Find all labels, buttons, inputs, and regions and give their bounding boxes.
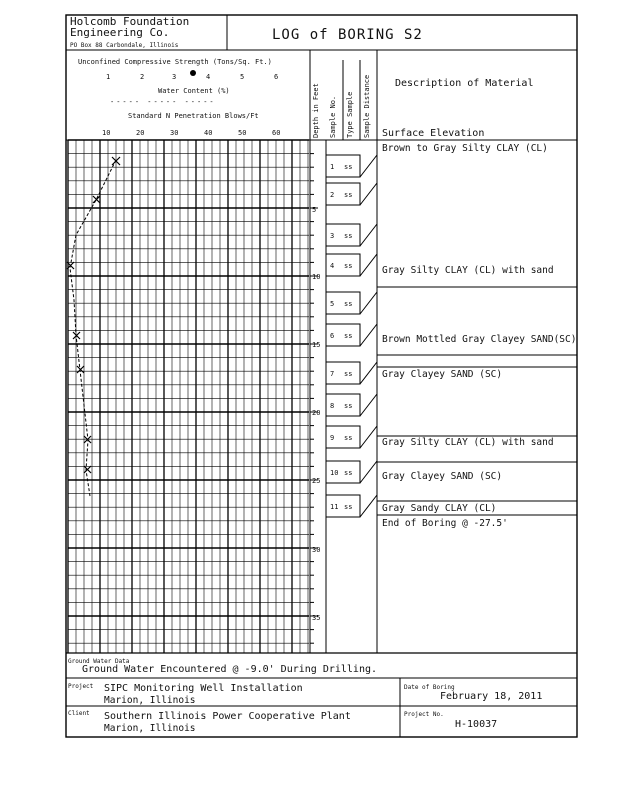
ucs-label: Unconfined Compressive Strength (Tons/Sq. Ft.): [78, 58, 272, 66]
sample-drive-mark: [360, 394, 377, 416]
water-content-dashes: ----- ----- -----: [110, 98, 216, 106]
sample-type: ss: [344, 469, 353, 477]
date-of-boring-value: February 18, 2011: [440, 691, 543, 702]
water-content-label: Water Content (%): [158, 87, 230, 95]
blow-count-trace: [70, 160, 116, 496]
sample-type: ss: [344, 191, 353, 199]
project-no-label: Project No.: [404, 711, 444, 718]
ucs-ticks: 1 2 3 4 5 6: [106, 73, 279, 81]
sample-number: 5: [330, 300, 335, 308]
depth-label-15: 15: [312, 341, 321, 349]
depth-label-25: 25: [312, 477, 321, 485]
sample-type: ss: [344, 262, 353, 270]
client-line2: Marion, Illinois: [104, 723, 196, 734]
depth-label-30: 30: [312, 546, 321, 554]
depth-label-35: 35: [312, 614, 321, 622]
company-name-line1: Holcomb Foundation: [70, 15, 190, 28]
sample-drive-mark: [360, 224, 377, 246]
sample-drive-mark: [360, 292, 377, 314]
sample-type: ss: [344, 163, 353, 171]
sample-number: 6: [330, 332, 335, 340]
stratum-1: Brown to Gray Silty CLAY (CL): [382, 143, 548, 154]
sample-drive-mark: [360, 495, 377, 517]
sample-number: 8: [330, 402, 335, 410]
project-line2: Marion, Illinois: [104, 695, 196, 706]
surface-elevation-label: Surface Elevation: [382, 128, 485, 139]
project-no-value: H-10037: [455, 719, 498, 730]
description-column-header: Description of Material: [395, 78, 534, 89]
depth-label-10: 10: [312, 273, 321, 281]
sample-type: ss: [344, 402, 353, 410]
ground-water-label: Ground Water Data: [68, 658, 130, 665]
project-line1: SIPC Monitoring Well Installation: [104, 683, 303, 694]
sample-drive-mark: [360, 426, 377, 448]
depth-label-5: 5: [312, 206, 317, 214]
sample-number: 9: [330, 434, 335, 442]
stratum-6: Gray Clayey SAND (SC): [382, 471, 503, 482]
ground-water-text: Ground Water Encountered @ -9.0' During Drilling.: [82, 664, 378, 675]
stratum-3: Brown Mottled Gray Clayey SAND(SC): [382, 334, 577, 345]
sample-number: 3: [330, 232, 335, 240]
stratum-4: Gray Clayey SAND (SC): [382, 369, 503, 380]
sample-number: 1: [330, 163, 335, 171]
depth-label-20: 20: [312, 409, 321, 417]
client-label: Client: [68, 710, 90, 717]
sample-type: ss: [344, 434, 353, 442]
stratum-5: Gray Silty CLAY (CL) with sand: [382, 437, 554, 448]
sample-number: 2: [330, 191, 335, 199]
sample-drive-mark: [360, 461, 377, 483]
sample-type: ss: [344, 232, 353, 240]
sample-number: 7: [330, 370, 335, 378]
sample-no-column-header: Sample No.: [329, 95, 337, 138]
company-name-line2: Engineering Co.: [70, 26, 170, 39]
sample-distance-column-header: Sample Distance: [363, 74, 371, 138]
sample-type: ss: [344, 503, 353, 511]
sample-drive-mark: [360, 254, 377, 276]
sample-number: 10: [330, 469, 339, 477]
page-title: LOG of BORING S2: [272, 27, 423, 43]
sample-drive-mark: [360, 183, 377, 205]
depth-column-header: Depth in Feet: [312, 83, 320, 138]
client-line1: Southern Illinois Power Cooperative Plant: [104, 711, 351, 722]
sample-type: ss: [344, 370, 353, 378]
project-label: Project: [68, 683, 94, 690]
spt-label: Standard N Penetration Blows/Ft: [128, 112, 259, 120]
end-of-boring-note: End of Boring @ -27.5': [382, 518, 508, 529]
sample-number: 4: [330, 262, 335, 270]
sample-type: ss: [344, 300, 353, 308]
sample-drive-mark: [360, 324, 377, 346]
sample-number: 11: [330, 503, 339, 511]
spt-ticks: 10 20 30 40 50 60: [102, 129, 281, 137]
stratum-7: Gray Sandy CLAY (CL): [382, 503, 497, 514]
sample-drive-mark: [360, 362, 377, 384]
company-address: PO Box 88 Carbondale, Illinois: [70, 42, 179, 49]
sample-drive-mark: [360, 155, 377, 177]
date-of-boring-label: Date of Boring: [404, 684, 455, 691]
type-sample-column-header: Type Sample: [346, 91, 354, 138]
stratum-2: Gray Silty CLAY (CL) with sand: [382, 265, 554, 276]
sample-type: ss: [344, 332, 353, 340]
